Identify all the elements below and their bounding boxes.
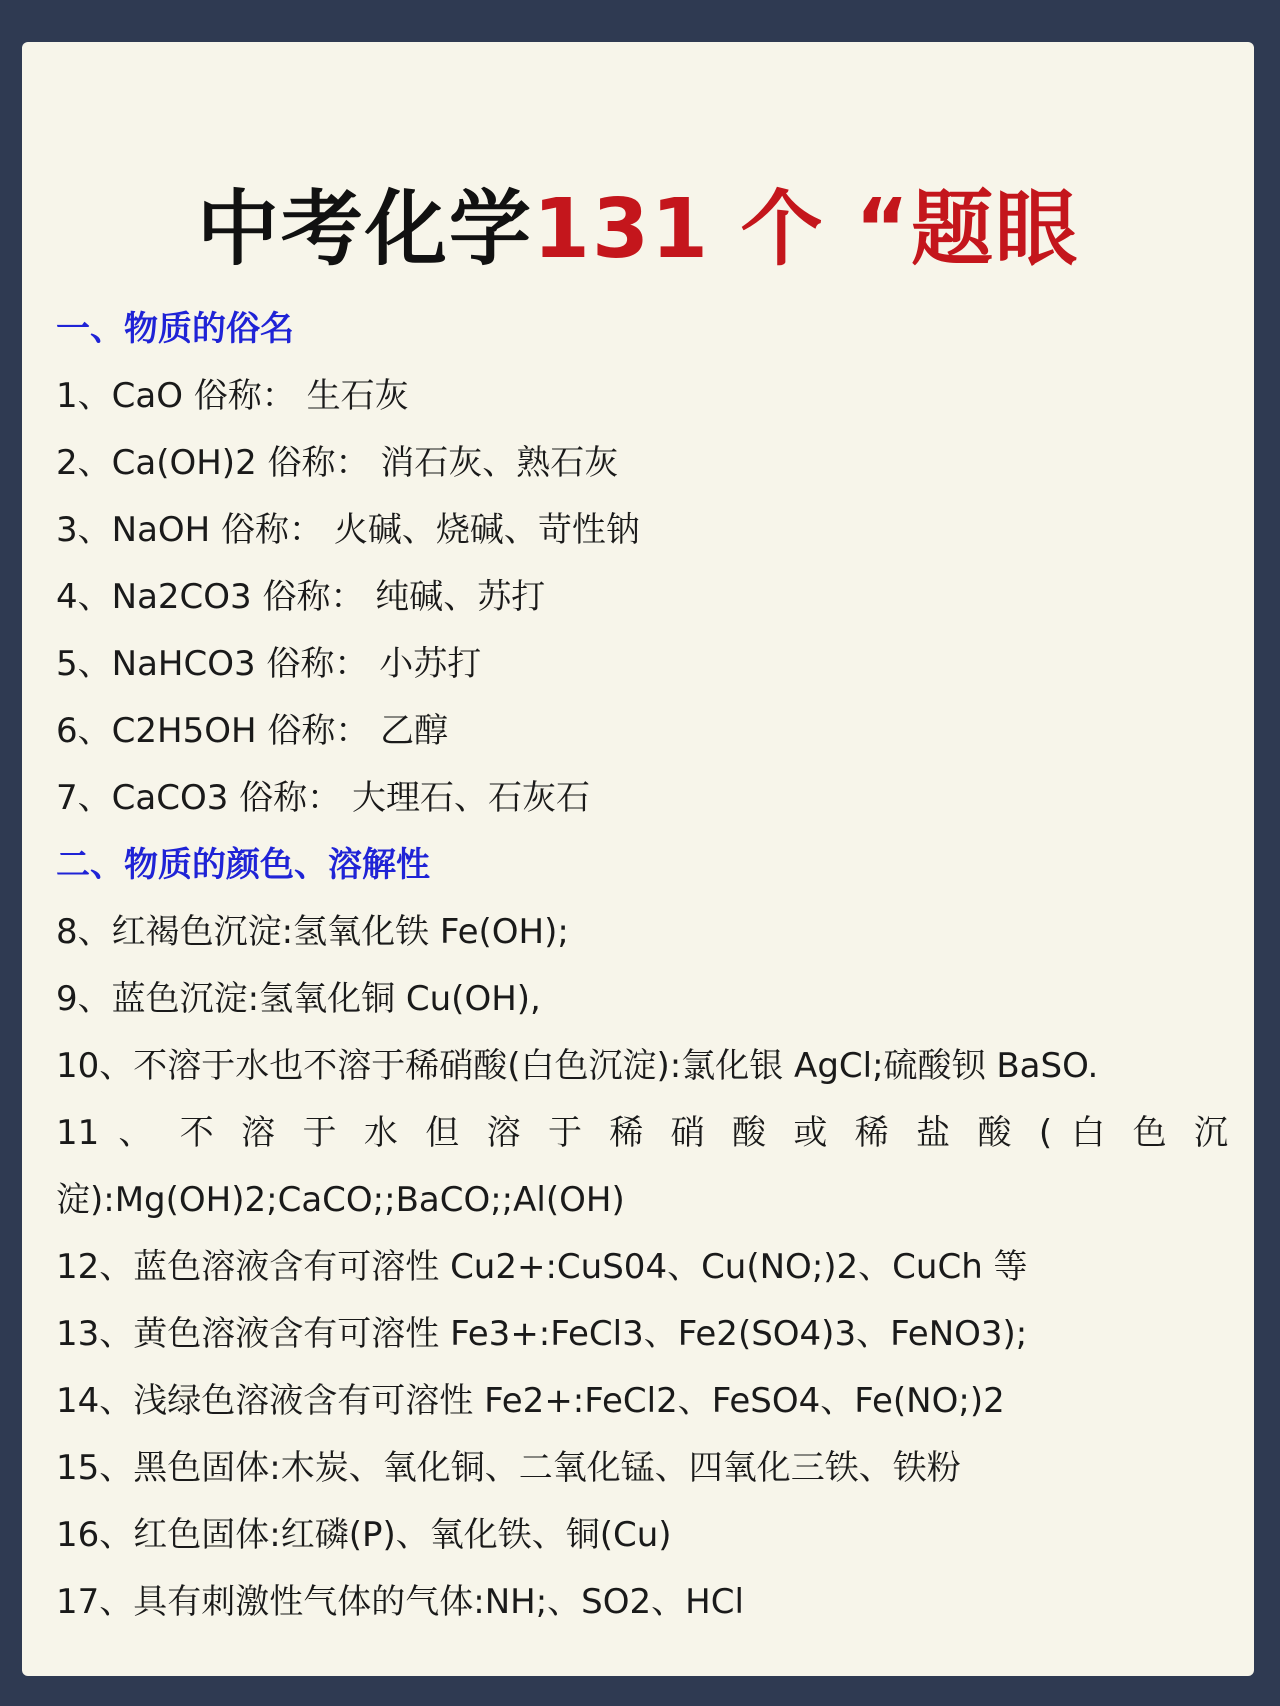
list-item: 12、蓝色溶液含有可溶性 Cu2+:CuS04、Cu(NO;)2、CuCh 等 — [56, 1247, 1028, 1287]
content-card — [22, 42, 1254, 1676]
list-item: 8、红褐色沉淀:氢氧化铁 Fe(OH); — [56, 912, 569, 952]
list-item-continuation: 淀):Mg(OH)2;CaCO;;BaCO;;Al(OH) — [56, 1180, 625, 1220]
list-item: 13、黄色溶液含有可溶性 Fe3+:FeCl3、Fe2(SO4)3、FeNO3); — [56, 1314, 1028, 1354]
title-accent: 131 个 “题眼 — [532, 182, 1080, 277]
page-title — [22, 180, 1254, 280]
section-heading-colors: 二、物质的颜色、溶解性 — [56, 845, 430, 885]
list-item: 5、NaHCO3 俗称： 小苏打 — [56, 644, 482, 684]
list-item: 6、C2H5OH 俗称： 乙醇 — [56, 711, 449, 751]
list-item: 9、蓝色沉淀:氢氧化铜 Cu(OH), — [56, 979, 541, 1019]
list-item: 15、黑色固体:木炭、氧化铜、二氧化锰、四氧化三铁、铁粉 — [56, 1448, 961, 1488]
title-main: 中考化学 — [196, 182, 533, 277]
list-item: 11 、 不 溶 于 水 但 溶 于 稀 硝 酸 或 稀 盐 酸 ( 白 色 沉 — [56, 1113, 1228, 1153]
list-item: 3、NaOH 俗称： 火碱、烧碱、苛性钠 — [56, 510, 640, 550]
list-item: 14、浅绿色溶液含有可溶性 Fe2+:FeCl2、FeSO4、Fe(NO;)2 — [56, 1381, 1005, 1421]
list-item: 17、具有刺激性气体的气体:NH;、SO2、HCl — [56, 1582, 744, 1622]
list-item: 16、红色固体:红磷(P)、氧化铁、铜(Cu) — [56, 1515, 672, 1555]
list-item: 10、不溶于水也不溶于稀硝酸(白色沉淀):氯化银 AgCl;硫酸钡 BaSO. — [56, 1046, 1099, 1086]
list-item: 7、CaCO3 俗称： 大理石、石灰石 — [56, 778, 590, 818]
section-heading-names: 一、物质的俗名 — [56, 309, 294, 349]
list-item: 1、CaO 俗称： 生石灰 — [56, 376, 409, 416]
list-item: 4、Na2CO3 俗称： 纯碱、苏打 — [56, 577, 546, 617]
list-item: 2、Ca(OH)2 俗称： 消石灰、熟石灰 — [56, 443, 619, 483]
content-body — [56, 296, 1228, 1636]
